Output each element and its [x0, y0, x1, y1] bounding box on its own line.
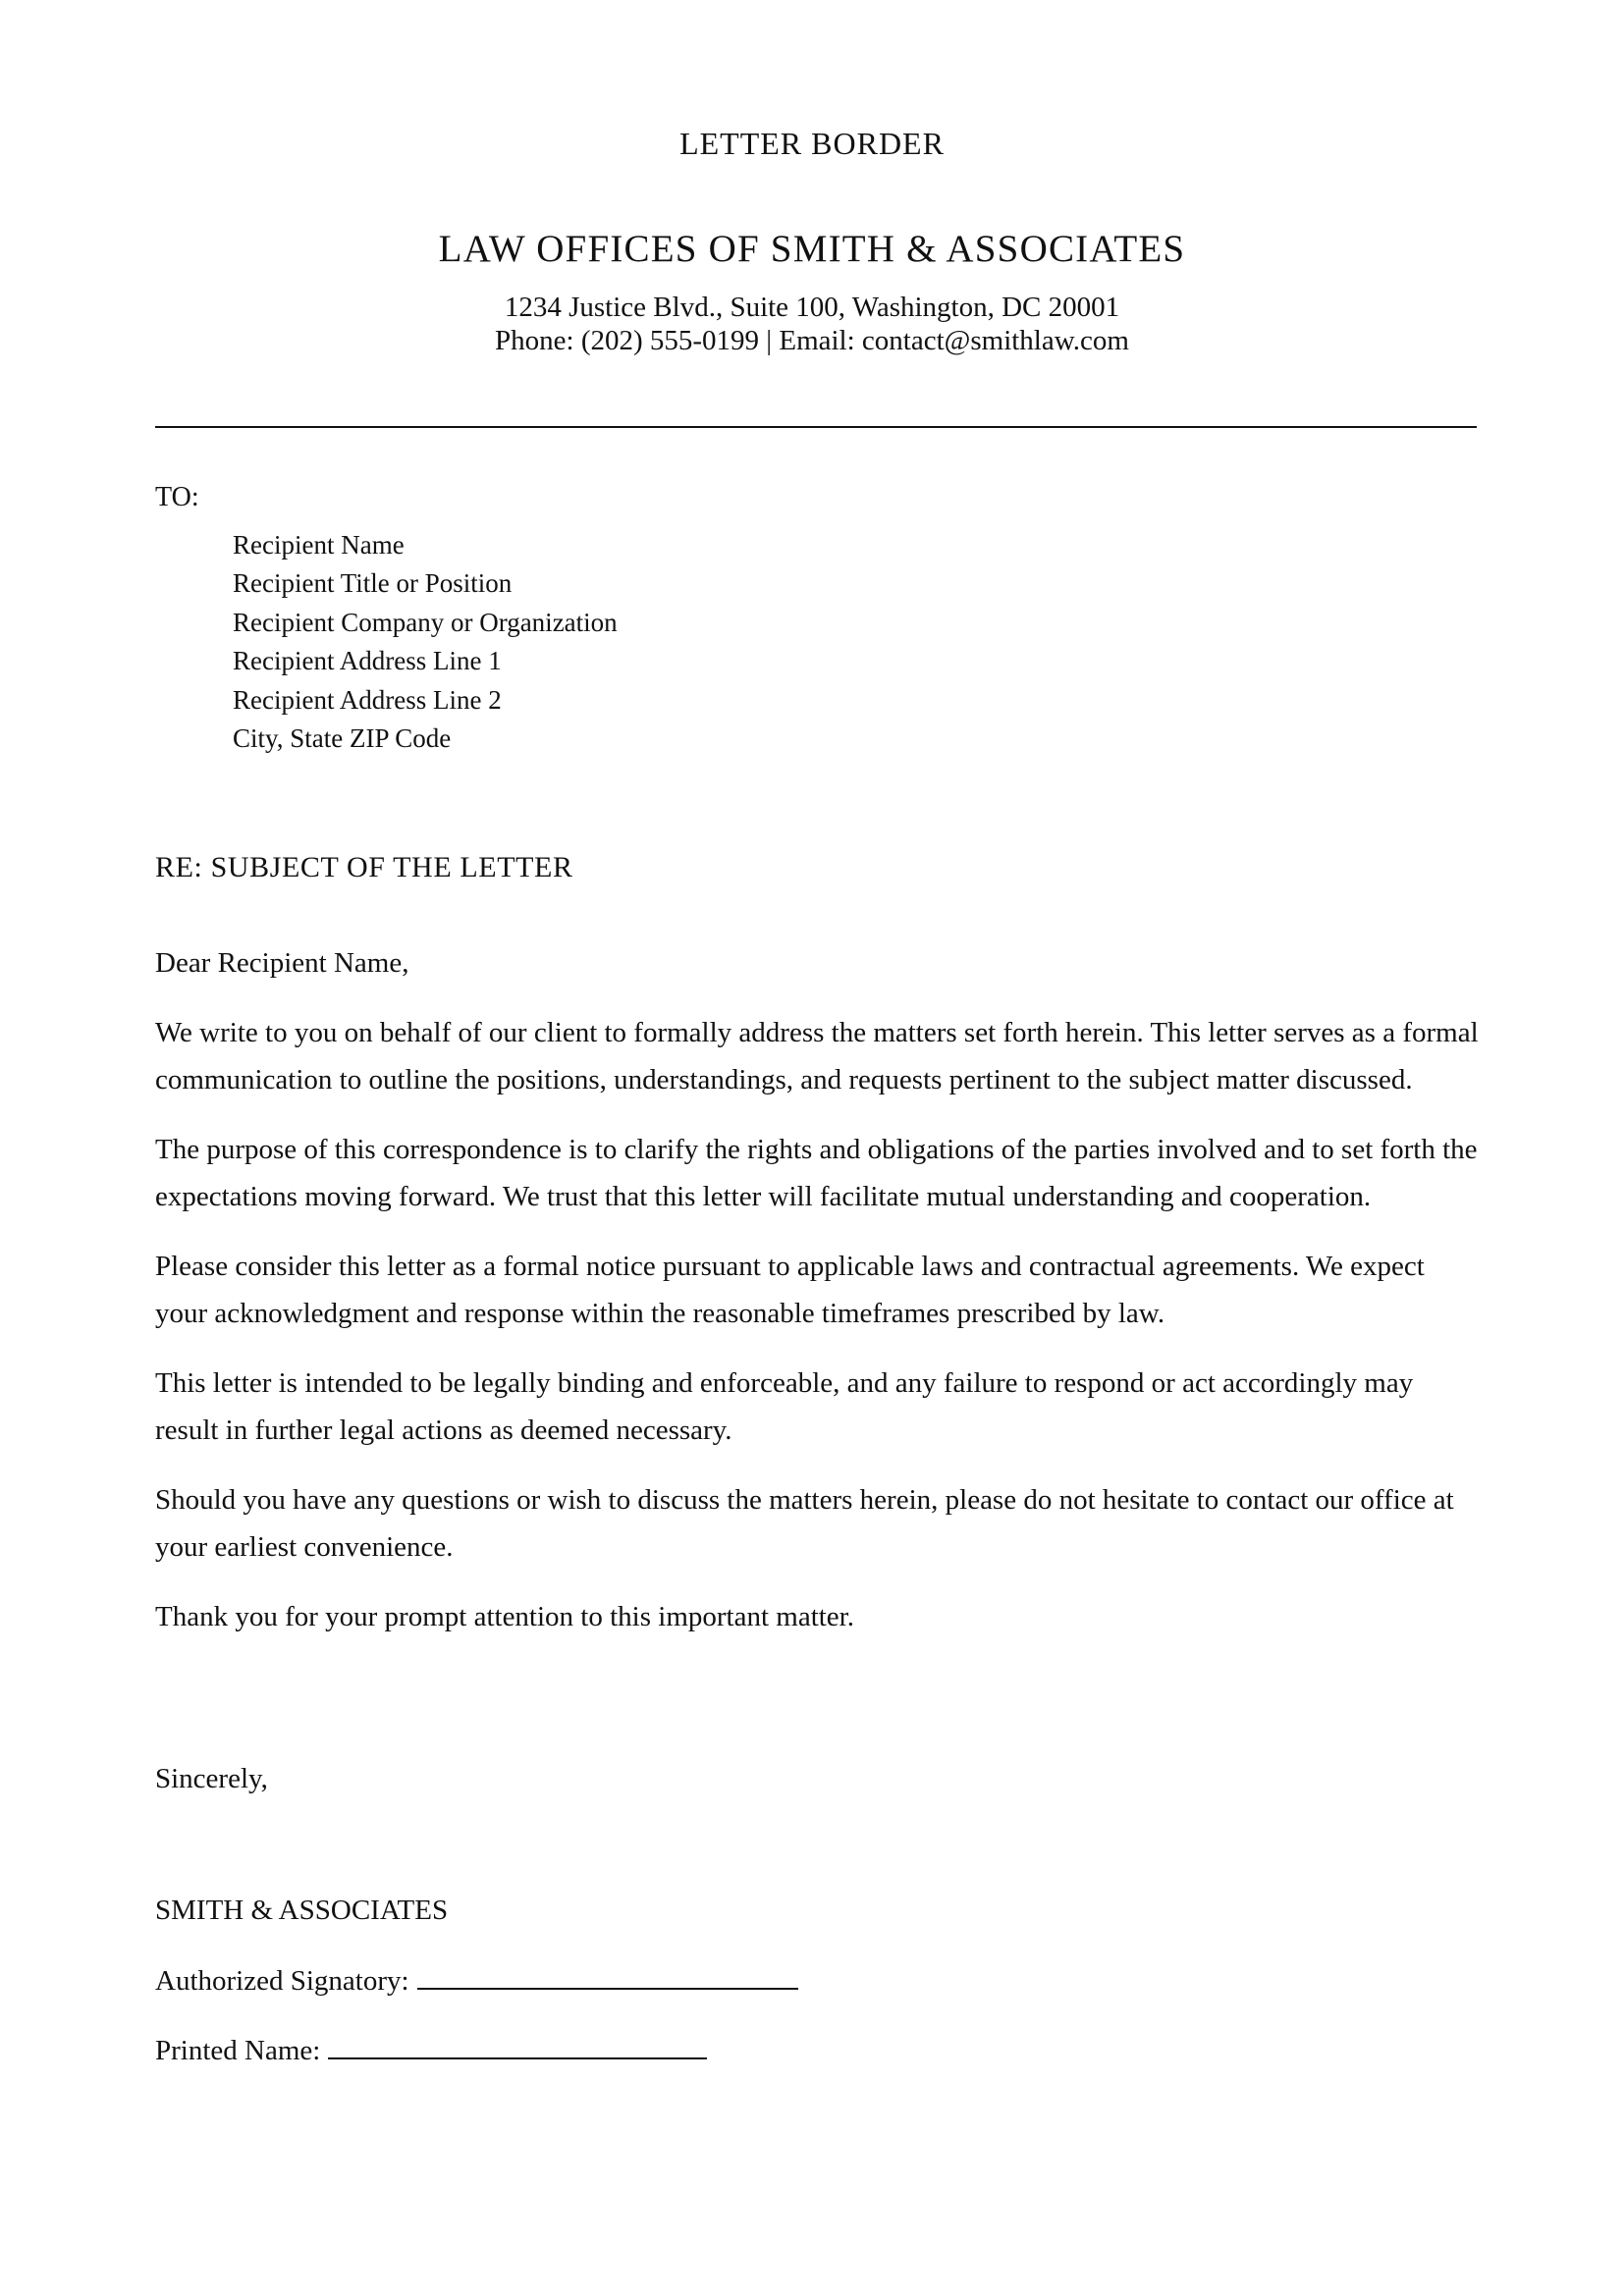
printed-name-label: Printed Name: — [155, 2035, 321, 2066]
letter-body — [155, 1010, 1483, 1665]
firm-contact: Phone: (202) 555-0199 | Email: contact@smithlaw.com — [495, 325, 1129, 356]
printed-name-blank — [328, 2032, 707, 2059]
subject-line: RE: SUBJECT OF THE LETTER — [155, 851, 573, 883]
body-paragraph: Please consider this letter as a formal notice pursuant to applicable laws and contractual agreements. We expect your acknowledgment and response within the reasonable timeframes prescribed by law. — [155, 1251, 1425, 1329]
recipient-line: Recipient Address Line 2 — [233, 684, 502, 715]
recipient-line: Recipient Title or Position — [233, 568, 513, 599]
body-paragraph: The purpose of this correspondence is to clarify the rights and obligations of the parties involved and to set forth the expectations moving forward. We trust that this letter will facilitate mutual understanding and cooperation. — [155, 1134, 1478, 1212]
recipient-line: City, State ZIP Code — [233, 722, 452, 753]
recipient-line: Recipient Company or Organization — [233, 607, 618, 637]
signature-firm-name: SMITH & ASSOCIATES — [155, 1895, 449, 1926]
closing: Sincerely, — [155, 1763, 268, 1794]
recipient-address-block — [233, 526, 618, 758]
firm-address: 1234 Justice Blvd., Suite 100, Washington, DC 20001 — [504, 292, 1120, 323]
document-title: LETTER BORDER — [679, 126, 945, 161]
salutation: Dear Recipient Name, — [155, 947, 409, 979]
authorized-signatory-label: Authorized Signatory: — [155, 1965, 409, 1997]
body-paragraph: Thank you for your prompt attention to this important matter. — [155, 1601, 854, 1632]
firm-name: LAW OFFICES OF SMITH & ASSOCIATES — [438, 228, 1186, 270]
body-paragraph: Should you have any questions or wish to discuss the matters herein, please do not hesitate to contact our office at your earliest convenience. — [155, 1484, 1454, 1563]
printed-name-line — [155, 2031, 707, 2070]
to-label: TO: — [155, 482, 199, 512]
body-paragraph: This letter is intended to be legally binding and enforceable, and any failure to respond or act accordingly may result in further legal actions as deemed necessary. — [155, 1367, 1414, 1446]
authorized-signatory-blank — [417, 1962, 798, 1990]
recipient-line: Recipient Name — [233, 530, 405, 560]
body-paragraph: We write to you on behalf of our client to formally address the matters set forth herein. This letter serves as a formal communication to outline the positions, understandings, and requests pertinent to the subject matter discussed. — [155, 1017, 1479, 1095]
authorized-signatory-line — [155, 1961, 798, 2001]
header-divider — [155, 426, 1477, 428]
recipient-line: Recipient Address Line 1 — [233, 646, 502, 676]
